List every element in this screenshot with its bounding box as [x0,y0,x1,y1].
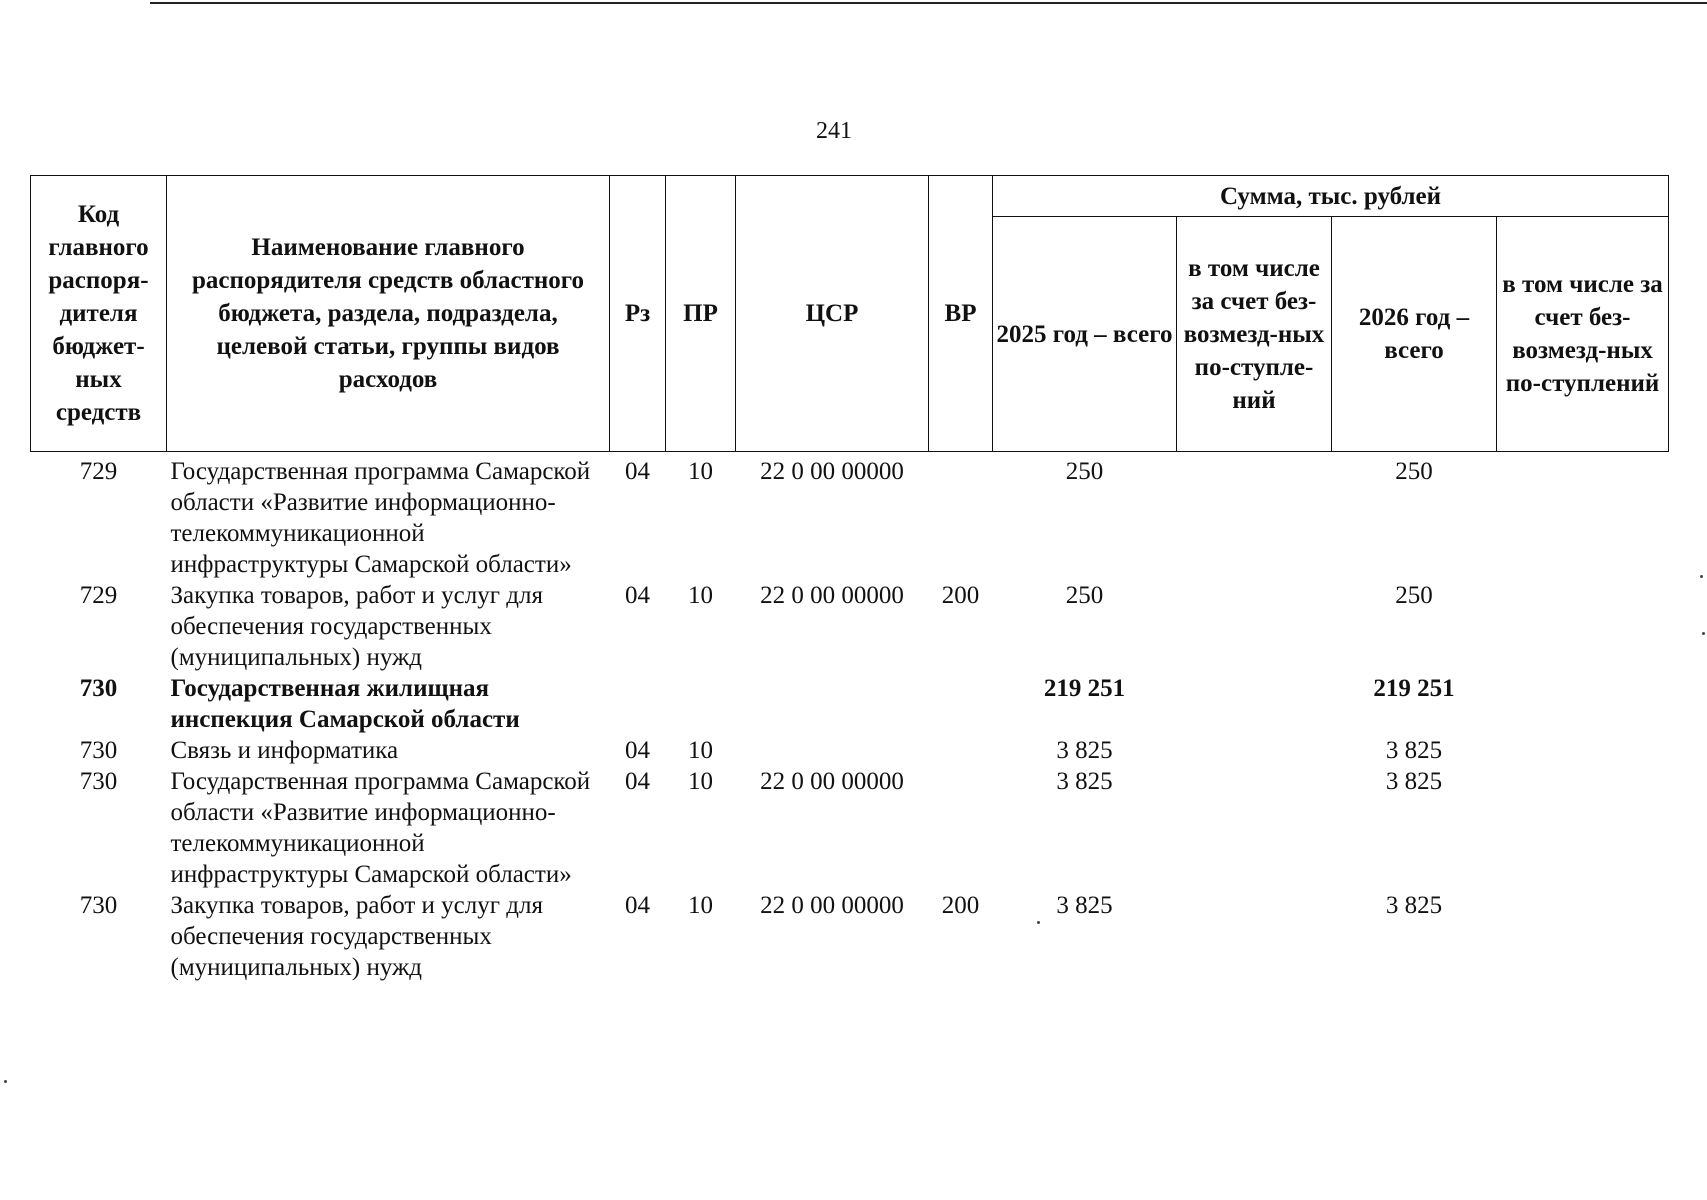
cell-vr: 200 [941,892,980,919]
cell-csr: 22 0 00 00000 [760,458,904,485]
header-rz: Рз [610,176,666,452]
cell-code: 729 [79,582,118,609]
cell-vr [929,735,993,766]
cell-pr: 10 [688,892,713,919]
cell-csr: 22 0 00 00000 [760,582,904,609]
cell-vr [929,673,993,735]
cell-rz [610,673,666,735]
cell-2025-total: 3 825 [1056,737,1113,764]
cell-rz: 04 [625,458,650,485]
cell-2025-free [1177,890,1332,983]
header-2026-total: 2026 год – всего [1332,217,1497,452]
cell-2026-total: 219 251 [1373,675,1455,702]
cell-2025-total: 250 [1065,582,1104,609]
cell-pr: 10 [688,768,713,795]
header-pr: ПР [666,176,736,452]
cell-name: Государственная программа Самарской области «Развитие информационно-телекоммуникационной инфраструктуры Самарской области» [170,458,591,578]
cell-pr: 10 [688,582,713,609]
cell-2025-free [1177,735,1332,766]
cell-2025-total: 250 [1065,458,1104,485]
cell-2025-free [1177,580,1332,673]
cell-csr [736,673,929,735]
table-row [31,673,1669,735]
cell-vr: 200 [941,582,980,609]
table-row [31,580,1669,673]
cell-2025-total: 219 251 [1043,675,1126,702]
cell-2025-free [1177,766,1332,890]
cell-code: 730 [79,675,118,702]
cell-rz: 04 [625,582,650,609]
cell-2026-free [1497,580,1669,673]
cell-code: 730 [79,737,118,764]
cell-csr [736,735,929,766]
header-sum-group: Сумма, тыс. рублей [993,176,1669,217]
table-row [31,452,1669,581]
scan-speck [1702,632,1705,635]
cell-2025-total: 3 825 [1056,892,1113,919]
header-code: Код главного распоря-дителя бюджет-ных средств [31,176,167,452]
header-csr: ЦСР [736,176,929,452]
header-name: Наименование главного распорядителя средств областного бюджета, раздела, подраздела, целевой статьи, группы видов расходов [167,176,610,452]
scan-speck [4,1080,7,1083]
cell-pr [666,673,736,735]
cell-2026-free [1497,452,1669,581]
scan-speck [1700,575,1703,578]
table-row [31,766,1669,890]
cell-2025-free [1177,673,1332,735]
cell-2025-total: 3 825 [1056,768,1113,795]
cell-name: Государственная программа Самарской области «Развитие информационно-телекоммуникационной инфраструктуры Самарской области» [170,768,591,888]
cell-name: Закупка товаров, работ и услуг для обеспечения государственных (муниципальных) нужд [170,582,543,671]
header-2025-free: в том числе за счет без-возмезд-ных по-ступле-ний [1177,217,1332,452]
cell-2026-free [1497,673,1669,735]
cell-2026-total: 3 825 [1385,768,1443,795]
header-2026-free: в том числе за счет без-возмезд-ных по-ступлений [1497,217,1669,452]
cell-2026-total: 250 [1395,582,1433,609]
cell-name: Закупка товаров, работ и услуг для обеспечения государственных (муниципальных) нужд [170,892,543,981]
cell-code: 730 [79,892,118,919]
cell-2026-total: 3 825 [1385,892,1443,919]
cell-name: Связь и информатика [170,737,399,764]
cell-2025-free [1177,452,1332,581]
cell-vr [929,766,993,890]
cell-code: 729 [79,458,118,485]
table-row [31,735,1669,766]
cell-2026-free [1497,766,1669,890]
cell-csr: 22 0 00 00000 [760,768,904,795]
cell-2026-total: 3 825 [1385,737,1443,764]
cell-pr: 10 [688,458,713,485]
cell-2026-free [1497,890,1669,983]
scan-speck [1037,921,1040,924]
cell-2026-total: 250 [1395,458,1433,485]
cell-code: 730 [79,768,118,795]
cell-pr: 10 [688,737,713,764]
cell-rz: 04 [625,737,650,764]
header-vr: ВР [929,176,993,452]
cell-name: Государственная жилищная инспекция Самарской области [170,675,520,733]
cell-2026-free [1497,735,1669,766]
cell-vr [929,452,993,581]
cell-rz: 04 [625,768,650,795]
header-2025-total: 2025 год – всего [993,217,1177,452]
page-number: 241 [816,118,852,144]
top-border-line [150,2,1707,4]
cell-csr: 22 0 00 00000 [760,892,904,919]
budget-table [30,175,1669,983]
cell-rz: 04 [625,892,650,919]
table-row [31,890,1669,983]
